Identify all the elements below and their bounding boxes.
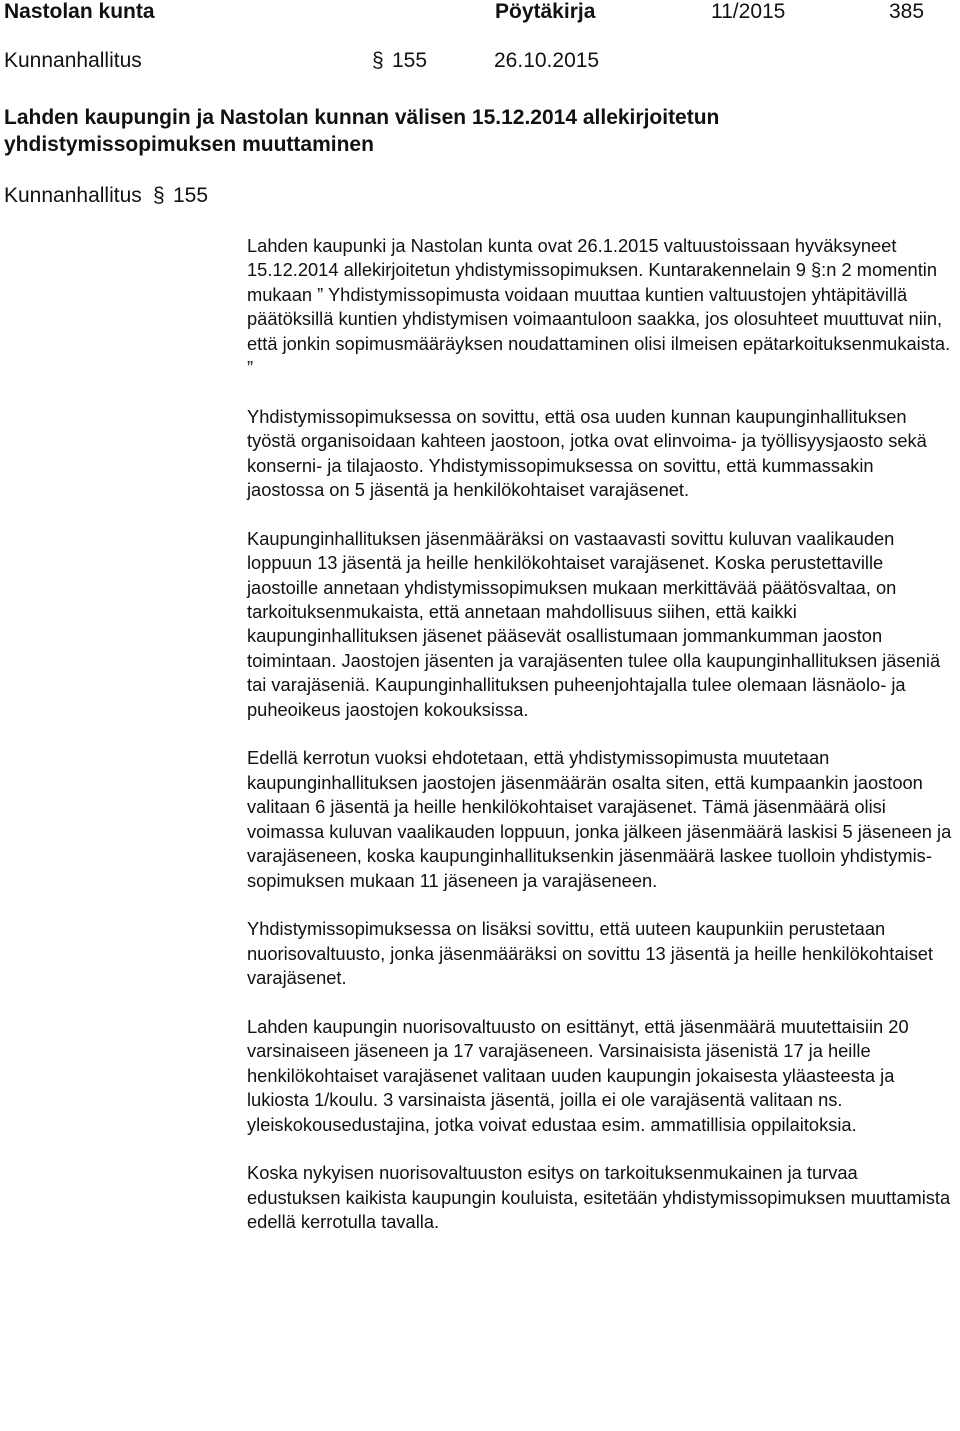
page-number: 385 [889,0,925,23]
item-ref-number: 155 [173,184,209,207]
section-symbol-icon: § [153,184,165,207]
paragraph: Edellä kerrotun vuoksi ehdotetaan, että yhdistymissopimusta muutetaan kaupunginhallituksen jaostojen jäsenmäärän osalta siten, että kumpaankin jaostoon valitaan 6 jäsentä ja heille henkilökohtaiset varajäsenet. Tämä jäsenmäärä olisi voimassa kuluvan vaalikauden loppuun, jonka jälkeen jäsenmäärä laskisi 5 jäseneen ja varajäseneen, koska kaupunginhallituksenkin jäsenmäärä laskee tuolloin yhdistymissopimuksen mukaan 11 jäseneen ja varajäseneen. [247,747,952,891]
section-symbol-icon: § [372,49,384,72]
item-ref-body: Kunnanhallitus [4,184,142,207]
section-number: 155 [392,49,428,72]
meeting-body: Kunnanhallitus [4,49,142,72]
item-title: Lahden kaupungin ja Nastolan kunnan välisen 15.12.2014 allekirjoitetun yhdistymissopimuksen muuttaminen [4,106,720,156]
organization-name: Nastolan kunta [4,0,155,23]
meeting-date: 26.10.2015 [494,49,600,72]
paragraph: Lahden kaupunki ja Nastolan kunta ovat 26.1.2015 valtuustoissaan hyväksyneet 15.12.2014 allekirjoitetun yhdistymissopimuksen. Kuntarakennelain 9 §:n 2 momentin mukaan ” Yhdistymissopimusta voidaan muuttaa kuntien valtuustojen yhtäpitävillä päätöksillä kuntien yhdistymisen voimaantuloon saakka, jos olosuhteet muuttuvat niin, että jonkin sopimusmääräyksen noudattaminen olisi ilmeisen epätarkoituksenmukaista. ” [247,235,951,379]
paragraph: Lahden kaupungin nuorisovaltuusto on esittänyt, että jäsenmäärä muutettaisiin 20 varsinaiseen jäseneen ja 17 varajäseneen. Varsinaisista jäsenistä 17 ja heille henkilökohtaiset varajäsenet valitaan uuden kaupungin jokaisesta yläasteesta ja lukiosta 1/koulu. 3 varsinaista jäsentä, joilla ei ole varajäsentä valitaan ns. yleiskokousedustajina, jotka voivat edustaa esim. ammatillisia oppilaitoksia. [247,1015,909,1135]
document-type: Pöytäkirja [495,0,596,23]
body-text [247,234,952,1235]
document-number: 11/2015 [711,0,786,23]
paragraph: Yhdistymissopimuksessa on sovittu, että osa uuden kunnan kaupunginhallituksen työstä organisoidaan kahteen jaostoon, jotka ovat elinvoima- ja työllisyysjaosto sekä konserni- ja tilajaosto. Yhdistymissopimuksessa on sovittu, että kummassakin jaostossa on 5 jäsentä ja henkilökohtaiset varajäsenet. [247,405,927,501]
paragraph: Kaupunginhallituksen jäsenmääräksi on vastaavasti sovittu kuluvan vaalikauden loppuun 13 jäsentä ja heille henkilökohtaiset varajäsenet. Koska perustettaville jaostoille annetaan yhdistymissopimuksen mukaan merkittävää päätösvaltaa, on tarkoituksenmukaista, että annetaan mahdollisuus siihen, että kaikki kaupunginhallituksen jäsenet pääsevät osallistumaan jommankumman jaoston toimintaan. Jaostojen jäsenten ja varajäsenten tulee olla kaupunginhallituksen jäseniä tai varajäseniä. Kaupunginhallituksen puheenjohtajalla tulee olemaan läsnäolo- ja puheoikeus jaostojen kokouksissa. [247,527,941,720]
paragraph: Yhdistymissopimuksessa on lisäksi sovittu, että uuteen kaupunkiin perustetaan nuorisovaltuusto, jonka jäsenmääräksi on sovittu 13 jäsentä ja heille henkilökohtaiset varajäsenet. [247,918,933,989]
paragraph: Koska nykyisen nuorisovaltuuston esitys on tarkoituksenmukainen ja turvaa edustuksen kaikista kaupungin kouluista, esitetään yhdistymissopimuksen muuttamista edellä kerrotulla tavalla. [247,1162,951,1233]
